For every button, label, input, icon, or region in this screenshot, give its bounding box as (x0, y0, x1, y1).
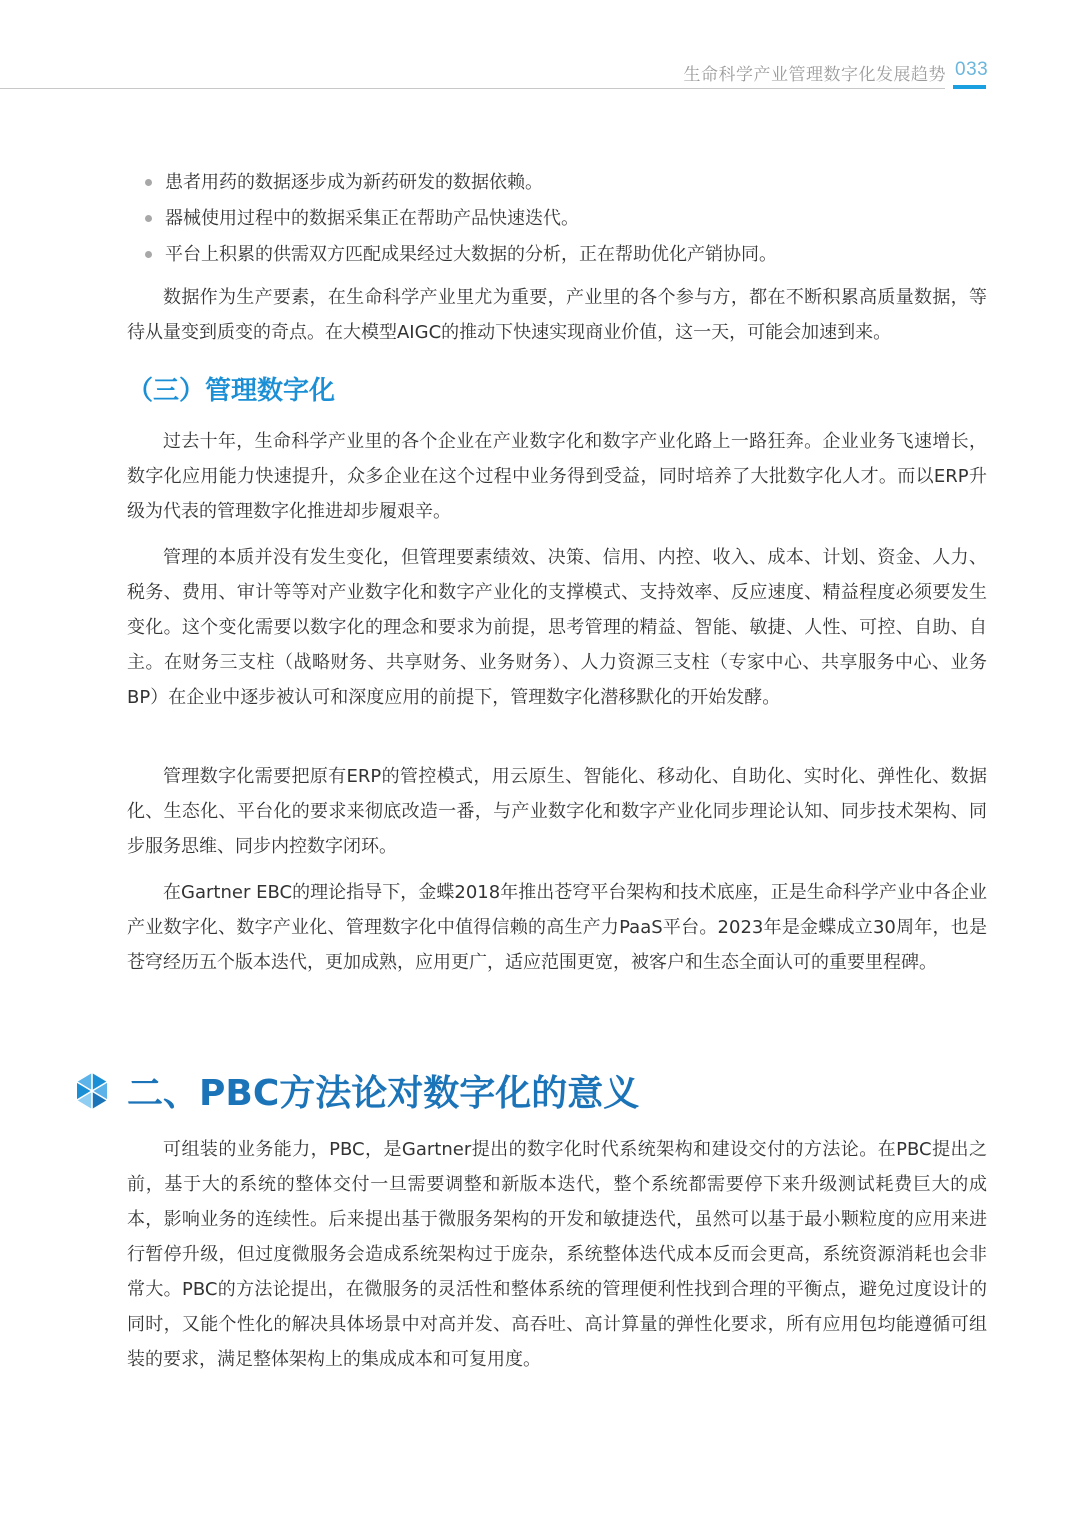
body-paragraph: 过去十年，生命科学产业里的各个企业在产业数字化和数字产业化路上一路狂奔。企业业务飞速增长，数字化应用能力快速提升，众多企业在这个过程中业务得到受益，同时培养了大批数字化人才。而以ERP升级为代表的管理数字化推进却步履艰辛。 (127, 431, 987, 522)
header-divider (0, 88, 945, 89)
body-paragraph: 管理的本质并没有发生变化，但管理要素绩效、决策、信用、内控、收入、成本、计划、资金、人力、税务、费用、审计等等对产业数字化和数字产业化的支撑模式、支持效率、反应速度、精益程度必须要发生变化。这个变化需要以数字化的理念和要求为前提，思考管理的精益、智能、敏捷、人性、可控、自助、自主。在财务三支柱（战略财务、共享财务、业务财务）、人力资源三支柱（专家中心、共享服务中心、业务BP）在企业中逐步被认可和深度应用的前提下，管理数字化潜移默化的开始发酵。 (127, 547, 987, 708)
bullet-item: 患者用药的数据逐步成为新药研发的数据依赖。 (145, 165, 995, 201)
subsection-title: （三）管理数字化 (127, 376, 336, 406)
bullet-item: 器械使用过程中的数据采集正在帮助产品快速迭代。 (145, 201, 995, 237)
intro-paragraph: 数据作为生产要素，在生命科学产业里尤为重要，产业里的各个参与方，都在不断积累高质量数据，等待从量变到质变的奇点。在大模型AIGC的推动下快速实现商业价值，这一天，可能会加速到来。 (127, 287, 987, 343)
bullet-list (145, 165, 995, 273)
bullet-item: 平台上积累的供需双方匹配成果经过大数据的分析，正在帮助优化产销协同。 (145, 237, 995, 273)
header-accent-bar (953, 85, 986, 89)
body-paragraph: 在Gartner EBC的理论指导下，金蝶2018年推出苍穹平台架构和技术底座，正是生命科学产业中各企业产业数字化、数字产业化、管理数字化中值得信赖的高生产力PaaS平台。2023年是金蝶成立30周年，也是苍穹经历五个版本迭代，更加成熟，应用更广，适应范围更宽，被客户和生态全面认可的重要里程碑。 (127, 882, 987, 973)
hexagon-segmented-icon (74, 1071, 110, 1111)
page-number: 033 (955, 59, 989, 80)
header-title: 生命科学产业管理数字化发展趋势 (683, 65, 946, 85)
section-title: 二、PBC方法论对数字化的意义 (127, 1073, 640, 1114)
section-paragraph: 可组装的业务能力，PBC，是Gartner提出的数字化时代系统架构和建设交付的方法论。在PBC提出之前，基于大的系统的整体交付一旦需要调整和新版本迭代，整个系统都需要停下来升级测试耗费巨大的成本，影响业务的连续性。后来提出基于微服务架构的开发和敏捷迭代，虽然可以基于最小颗粒度的应用来进行暂停升级，但过度微服务会造成系统架构过于庞杂，系统整体迭代成本反而会更高，系统资源消耗也会非常大。PBC的方法论提出，在微服务的灵活性和整体系统的管理便利性找到合理的平衡点，避免过度设计的同时，又能个性化的解决具体场景中对高并发、高吞吐、高计算量的弹性化要求，所有应用包均能遵循可组装的要求，满足整体架构上的集成成本和可复用度。 (127, 1139, 987, 1370)
body-paragraph: 管理数字化需要把原有ERP的管控模式，用云原生、智能化、移动化、自助化、实时化、弹性化、数据化、生态化、平台化的要求来彻底改造一番，与产业数字化和数字产业化同步理论认知、同步技术架构、同步服务思维、同步内控数字闭环。 (127, 766, 987, 857)
